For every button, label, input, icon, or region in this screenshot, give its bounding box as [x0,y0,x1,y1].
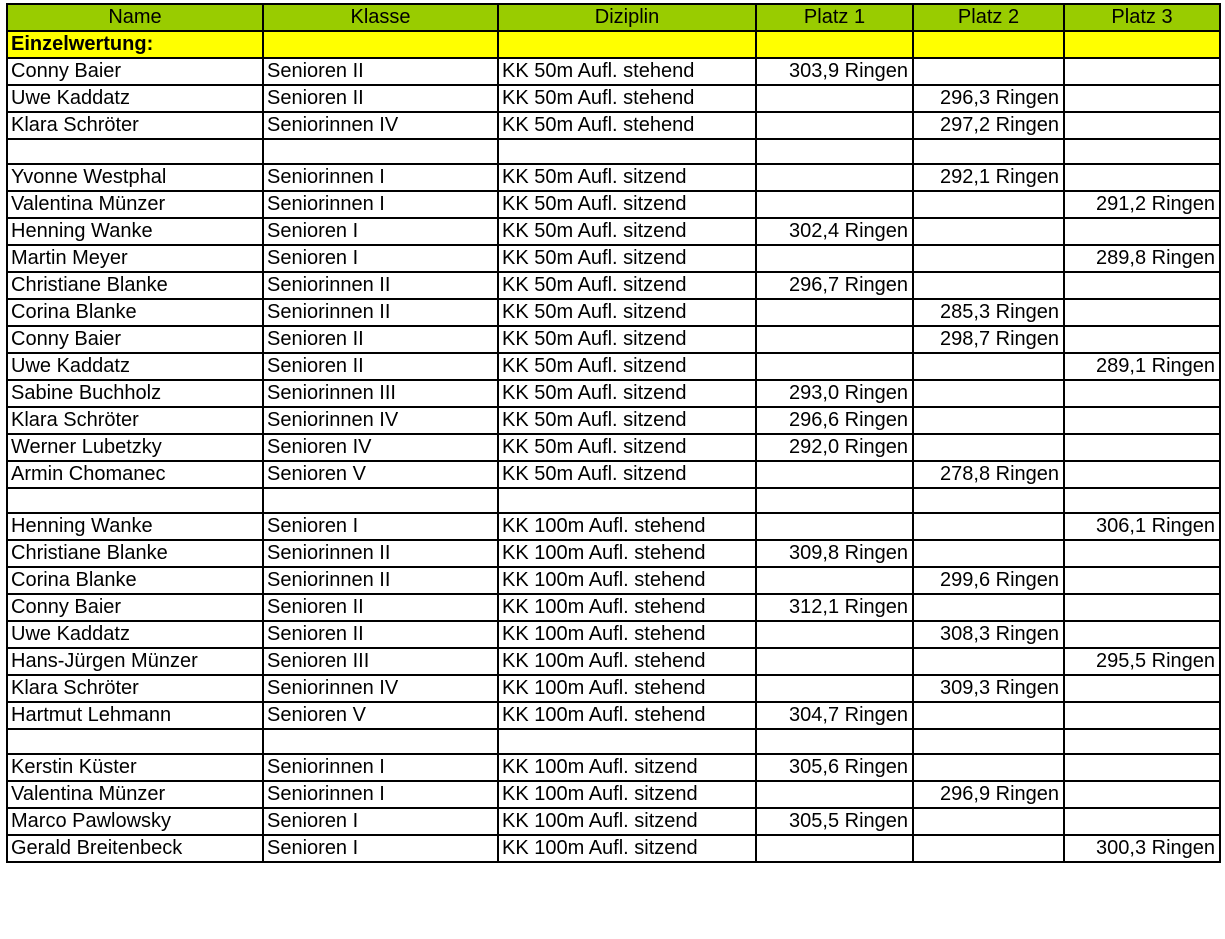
cell-klasse[interactable] [263,729,498,754]
cell-name[interactable]: Henning Wanke [7,218,263,245]
cell-platz3[interactable] [1064,567,1220,594]
table-row [7,272,1220,299]
cell-klasse[interactable]: Senioren I [263,218,498,245]
cell-klasse[interactable]: Senioren I [263,513,498,540]
cell-name[interactable]: Corina Blanke [7,567,263,594]
cell-platz1[interactable] [756,621,913,648]
cell-klasse[interactable]: Seniorinnen II [263,540,498,567]
cell-platz3[interactable] [1064,139,1220,164]
cell-platz3[interactable]: 295,5 Ringen [1064,648,1220,675]
column-header-disziplin[interactable]: Diziplin [498,4,756,31]
cell-platz3[interactable] [1064,754,1220,781]
results-table [6,3,1221,863]
cell-klasse[interactable]: Seniorinnen II [263,567,498,594]
cell-disziplin[interactable]: KK 100m Aufl. sitzend [498,754,756,781]
cell-disziplin[interactable]: KK 100m Aufl. sitzend [498,808,756,835]
cell-platz1[interactable]: 309,8 Ringen [756,540,913,567]
cell-platz3[interactable] [1064,808,1220,835]
cell-name[interactable]: Kerstin Küster [7,754,263,781]
cell-disziplin[interactable]: KK 50m Aufl. sitzend [498,407,756,434]
cell-klasse[interactable]: Senioren IV [263,434,498,461]
cell-platz2[interactable] [913,353,1064,380]
cell-disziplin[interactable]: KK 50m Aufl. stehend [498,58,756,85]
cell-disziplin[interactable]: KK 50m Aufl. sitzend [498,299,756,326]
cell-klasse[interactable]: Seniorinnen II [263,299,498,326]
cell-platz3[interactable] [1064,729,1220,754]
table-row [7,112,1220,139]
cell-klasse[interactable]: Seniorinnen IV [263,407,498,434]
cell-name[interactable]: Klara Schröter [7,675,263,702]
cell-platz1[interactable]: 312,1 Ringen [756,594,913,621]
cell-platz1[interactable]: 305,6 Ringen [756,754,913,781]
cell-disziplin[interactable]: KK 50m Aufl. sitzend [498,434,756,461]
cell-platz2[interactable] [913,434,1064,461]
cell-platz1[interactable]: 292,0 Ringen [756,434,913,461]
cell-name[interactable]: Sabine Buchholz [7,380,263,407]
cell-platz3[interactable] [1064,407,1220,434]
cell-klasse[interactable]: Senioren II [263,58,498,85]
cell-platz1[interactable] [756,191,913,218]
cell-platz1[interactable] [756,112,913,139]
cell-disziplin[interactable]: KK 50m Aufl. sitzend [498,326,756,353]
table-row [7,164,1220,191]
table-row [7,729,1220,754]
cell-klasse[interactable]: Seniorinnen I [263,191,498,218]
cell-platz1[interactable] [756,488,913,513]
cell-klasse[interactable]: Seniorinnen I [263,754,498,781]
cell-platz2[interactable] [913,835,1064,862]
table-row [7,326,1220,353]
cell-name[interactable]: Valentina Münzer [7,781,263,808]
cell-platz1[interactable] [756,461,913,488]
cell-name[interactable] [7,488,263,513]
table-row [7,675,1220,702]
cell-klasse[interactable]: Seniorinnen IV [263,675,498,702]
section-label[interactable]: Einzelwertung: [7,31,263,58]
table-row [7,754,1220,781]
table-cell[interactable] [498,31,756,58]
cell-platz2[interactable]: 299,6 Ringen [913,567,1064,594]
cell-platz2[interactable]: 278,8 Ringen [913,461,1064,488]
cell-platz1[interactable] [756,85,913,112]
cell-platz2[interactable]: 296,3 Ringen [913,85,1064,112]
cell-disziplin[interactable]: KK 100m Aufl. stehend [498,675,756,702]
cell-platz3[interactable] [1064,272,1220,299]
cell-name[interactable]: Werner Lubetzky [7,434,263,461]
cell-platz2[interactable] [913,540,1064,567]
cell-platz3[interactable] [1064,540,1220,567]
table-row [7,218,1220,245]
column-header-platz3[interactable]: Platz 3 [1064,4,1220,31]
cell-platz1[interactable] [756,245,913,272]
table-row [7,434,1220,461]
cell-platz3[interactable] [1064,675,1220,702]
section-row [7,31,1220,58]
cell-disziplin[interactable]: KK 100m Aufl. stehend [498,621,756,648]
cell-name[interactable]: Christiane Blanke [7,272,263,299]
table-cell[interactable] [913,31,1064,58]
cell-platz1[interactable] [756,781,913,808]
cell-disziplin[interactable]: KK 50m Aufl. sitzend [498,272,756,299]
cell-disziplin[interactable]: KK 50m Aufl. sitzend [498,461,756,488]
cell-name[interactable]: Klara Schröter [7,407,263,434]
table-row [7,594,1220,621]
cell-platz3[interactable] [1064,299,1220,326]
cell-platz2[interactable] [913,594,1064,621]
cell-platz2[interactable]: 285,3 Ringen [913,299,1064,326]
cell-platz3[interactable] [1064,380,1220,407]
cell-platz2[interactable] [913,754,1064,781]
cell-name[interactable]: Klara Schröter [7,112,263,139]
cell-platz3[interactable] [1064,326,1220,353]
table-row [7,461,1220,488]
cell-disziplin[interactable]: KK 50m Aufl. stehend [498,85,756,112]
cell-disziplin[interactable]: KK 50m Aufl. stehend [498,112,756,139]
cell-disziplin[interactable]: KK 50m Aufl. sitzend [498,353,756,380]
cell-platz2[interactable] [913,648,1064,675]
cell-disziplin[interactable] [498,729,756,754]
table-cell[interactable] [1064,31,1220,58]
cell-platz1[interactable] [756,353,913,380]
cell-name[interactable] [7,139,263,164]
cell-name[interactable] [7,729,263,754]
cell-name[interactable]: Uwe Kaddatz [7,353,263,380]
cell-platz1[interactable] [756,164,913,191]
cell-disziplin[interactable]: KK 50m Aufl. sitzend [498,245,756,272]
cell-platz3[interactable] [1064,434,1220,461]
cell-platz3[interactable] [1064,164,1220,191]
cell-klasse[interactable]: Seniorinnen II [263,272,498,299]
cell-platz2[interactable]: 296,9 Ringen [913,781,1064,808]
cell-disziplin[interactable]: KK 50m Aufl. sitzend [498,164,756,191]
cell-platz1[interactable]: 305,5 Ringen [756,808,913,835]
cell-platz1[interactable]: 296,7 Ringen [756,272,913,299]
cell-platz2[interactable]: 297,2 Ringen [913,112,1064,139]
table-row [7,835,1220,862]
cell-platz3[interactable]: 291,2 Ringen [1064,191,1220,218]
cell-platz1[interactable] [756,326,913,353]
cell-platz1[interactable] [756,835,913,862]
cell-klasse[interactable]: Senioren I [263,835,498,862]
cell-klasse[interactable]: Senioren I [263,245,498,272]
cell-platz1[interactable] [756,675,913,702]
cell-name[interactable]: Armin Chomanec [7,461,263,488]
cell-platz2[interactable]: 309,3 Ringen [913,675,1064,702]
table-row [7,353,1220,380]
cell-platz2[interactable] [913,245,1064,272]
cell-platz2[interactable] [913,218,1064,245]
cell-platz3[interactable] [1064,461,1220,488]
cell-platz2[interactable] [913,808,1064,835]
cell-platz3[interactable]: 289,8 Ringen [1064,245,1220,272]
cell-disziplin[interactable] [498,139,756,164]
table-row [7,621,1220,648]
cell-klasse[interactable]: Senioren II [263,326,498,353]
cell-klasse[interactable]: Senioren II [263,594,498,621]
cell-name[interactable]: Valentina Münzer [7,191,263,218]
cell-platz3[interactable] [1064,58,1220,85]
cell-platz1[interactable]: 302,4 Ringen [756,218,913,245]
cell-platz2[interactable]: 298,7 Ringen [913,326,1064,353]
cell-disziplin[interactable]: KK 100m Aufl. stehend [498,567,756,594]
table-row [7,540,1220,567]
table-body [7,31,1220,862]
cell-name[interactable]: Conny Baier [7,58,263,85]
cell-platz2[interactable] [913,380,1064,407]
cell-name[interactable]: Marco Pawlowsky [7,808,263,835]
cell-platz1[interactable]: 303,9 Ringen [756,58,913,85]
cell-klasse[interactable] [263,488,498,513]
table-row [7,513,1220,540]
column-header-platz1[interactable]: Platz 1 [756,4,913,31]
cell-platz2[interactable] [913,139,1064,164]
cell-platz2[interactable] [913,272,1064,299]
cell-disziplin[interactable]: KK 100m Aufl. sitzend [498,781,756,808]
cell-klasse[interactable]: Seniorinnen III [263,380,498,407]
cell-platz2[interactable]: 292,1 Ringen [913,164,1064,191]
cell-platz3[interactable]: 306,1 Ringen [1064,513,1220,540]
table-row [7,702,1220,729]
cell-klasse[interactable]: Senioren V [263,702,498,729]
cell-platz3[interactable]: 289,1 Ringen [1064,353,1220,380]
cell-platz2[interactable] [913,488,1064,513]
cell-disziplin[interactable]: KK 100m Aufl. stehend [498,594,756,621]
table-cell[interactable] [756,31,913,58]
cell-platz2[interactable] [913,407,1064,434]
cell-platz2[interactable] [913,729,1064,754]
column-header-platz2[interactable]: Platz 2 [913,4,1064,31]
table-row [7,299,1220,326]
table-row [7,245,1220,272]
cell-klasse[interactable]: Seniorinnen I [263,781,498,808]
cell-name[interactable]: Conny Baier [7,326,263,353]
table-row [7,407,1220,434]
cell-platz3[interactable] [1064,488,1220,513]
cell-platz2[interactable]: 308,3 Ringen [913,621,1064,648]
table-cell[interactable] [263,31,498,58]
cell-platz1[interactable] [756,299,913,326]
cell-platz2[interactable] [913,191,1064,218]
cell-platz1[interactable] [756,139,913,164]
table-row [7,85,1220,112]
cell-name[interactable]: Henning Wanke [7,513,263,540]
cell-platz3[interactable] [1064,621,1220,648]
header-row [7,4,1220,31]
cell-platz3[interactable] [1064,594,1220,621]
cell-klasse[interactable]: Seniorinnen I [263,164,498,191]
cell-disziplin[interactable]: KK 100m Aufl. stehend [498,648,756,675]
cell-platz3[interactable] [1064,702,1220,729]
cell-name[interactable]: Conny Baier [7,594,263,621]
cell-klasse[interactable]: Senioren I [263,808,498,835]
cell-platz1[interactable] [756,567,913,594]
cell-name[interactable]: Hans-Jürgen Münzer [7,648,263,675]
cell-platz2[interactable] [913,513,1064,540]
cell-disziplin[interactable]: KK 100m Aufl. stehend [498,540,756,567]
cell-name[interactable]: Christiane Blanke [7,540,263,567]
cell-klasse[interactable]: Senioren V [263,461,498,488]
cell-klasse[interactable]: Seniorinnen IV [263,112,498,139]
cell-klasse[interactable]: Senioren II [263,621,498,648]
cell-platz2[interactable] [913,702,1064,729]
table-row [7,781,1220,808]
cell-disziplin[interactable]: KK 100m Aufl. stehend [498,702,756,729]
cell-platz3[interactable] [1064,112,1220,139]
column-header-name[interactable]: Name [7,4,263,31]
cell-platz3[interactable] [1064,85,1220,112]
cell-name[interactable]: Uwe Kaddatz [7,85,263,112]
table-row [7,488,1220,513]
cell-disziplin[interactable]: KK 100m Aufl. sitzend [498,835,756,862]
cell-disziplin[interactable]: KK 50m Aufl. sitzend [498,191,756,218]
cell-disziplin[interactable] [498,488,756,513]
table-row [7,808,1220,835]
cell-platz1[interactable]: 293,0 Ringen [756,380,913,407]
column-header-klasse[interactable]: Klasse [263,4,498,31]
cell-platz1[interactable] [756,729,913,754]
table-row [7,58,1220,85]
cell-name[interactable]: Uwe Kaddatz [7,621,263,648]
table-row [7,567,1220,594]
table-row [7,648,1220,675]
cell-klasse[interactable]: Senioren III [263,648,498,675]
cell-platz1[interactable]: 296,6 Ringen [756,407,913,434]
cell-disziplin[interactable]: KK 50m Aufl. sitzend [498,218,756,245]
cell-platz3[interactable] [1064,218,1220,245]
cell-platz1[interactable] [756,513,913,540]
cell-platz2[interactable] [913,58,1064,85]
cell-platz3[interactable]: 300,3 Ringen [1064,835,1220,862]
cell-platz1[interactable] [756,648,913,675]
cell-name[interactable]: Martin Meyer [7,245,263,272]
cell-name[interactable]: Corina Blanke [7,299,263,326]
cell-platz3[interactable] [1064,781,1220,808]
table-row [7,139,1220,164]
cell-platz1[interactable]: 304,7 Ringen [756,702,913,729]
cell-name[interactable]: Yvonne Westphal [7,164,263,191]
cell-disziplin[interactable]: KK 50m Aufl. sitzend [498,380,756,407]
cell-name[interactable]: Gerald Breitenbeck [7,835,263,862]
cell-disziplin[interactable]: KK 100m Aufl. stehend [498,513,756,540]
cell-klasse[interactable]: Senioren II [263,85,498,112]
table-row [7,380,1220,407]
cell-klasse[interactable] [263,139,498,164]
cell-name[interactable]: Hartmut Lehmann [7,702,263,729]
cell-klasse[interactable]: Senioren II [263,353,498,380]
table-row [7,191,1220,218]
